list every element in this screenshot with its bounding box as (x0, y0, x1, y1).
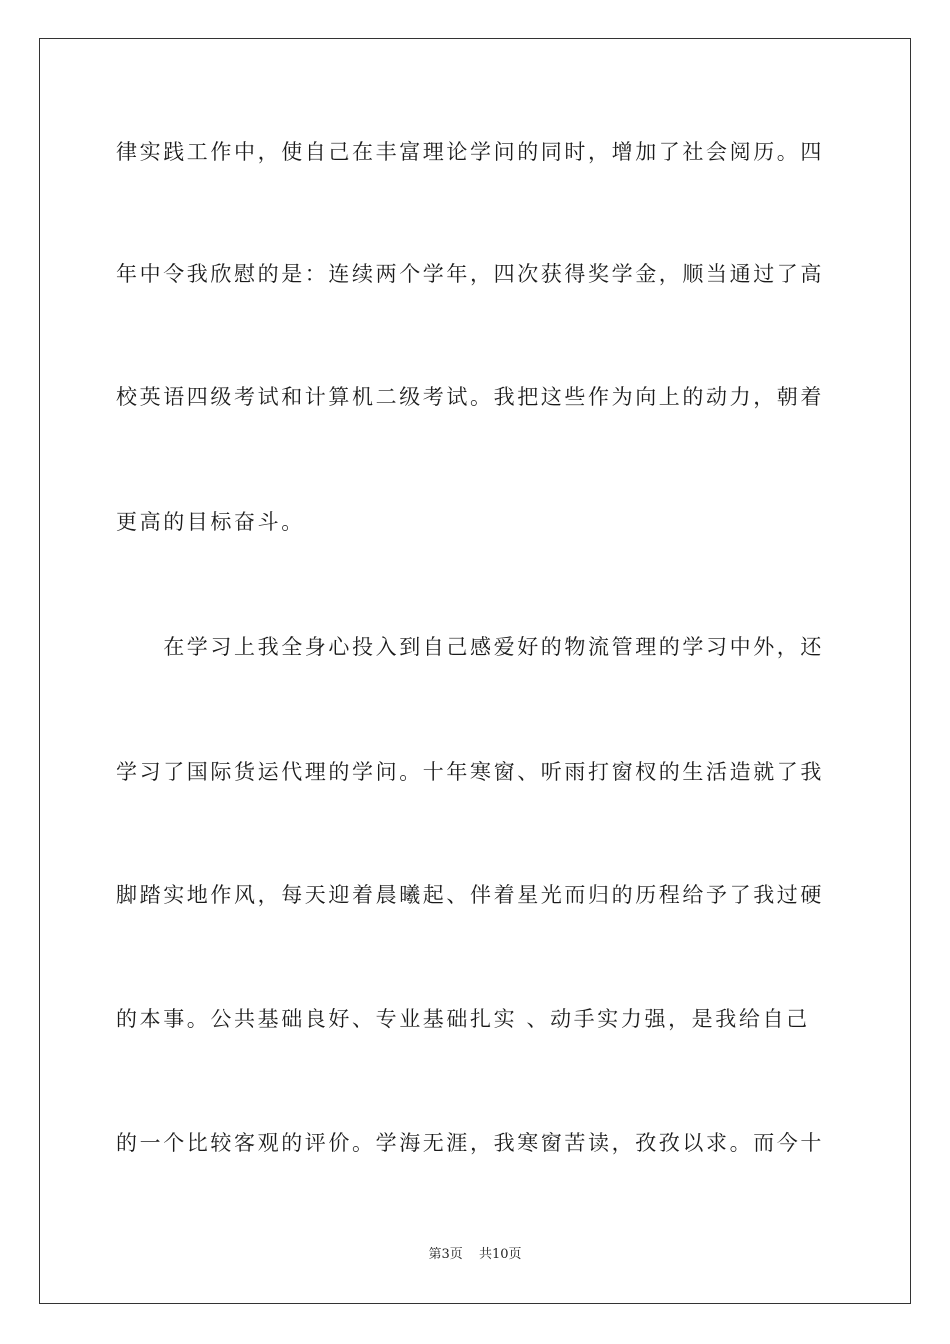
body-text-line: 学习了国际货运代理的学问。十年寒窗、听雨打窗杈的生活造就了我 (116, 760, 824, 784)
body-text-line: 脚踏实地作风，每天迎着晨曦起、伴着星光而归的历程给予了我过硬 (116, 883, 824, 907)
page-border (39, 38, 911, 1304)
body-text-line: 律实践工作中，使自己在丰富理论学问的同时，增加了社会阅历。四 (116, 140, 824, 164)
page-number: 第3页 (428, 1247, 463, 1262)
body-text-line: 更高的目标奋斗。 (116, 510, 305, 534)
body-text-line: 校英语四级考试和计算机二级考试。我把这些作为向上的动力，朝着 (116, 385, 824, 409)
body-text-line: 的一个比较客观的评价。学海无涯，我寒窗苦读，孜孜以求。而今十 (116, 1131, 824, 1155)
page-total: 共10页 (478, 1247, 522, 1262)
page-footer (0, 1246, 950, 1264)
body-text-line: 的本事。公共基础良好、专业基础扎实 、动手实力强，是我给自己 (116, 1007, 810, 1031)
paragraph-start-line: 在学习上我全身心投入到自己感爱好的物流管理的学习中外，还 (116, 635, 824, 659)
body-text-line: 年中令我欣慰的是：连续两个学年，四次获得奖学金，顺当通过了高 (116, 262, 824, 286)
